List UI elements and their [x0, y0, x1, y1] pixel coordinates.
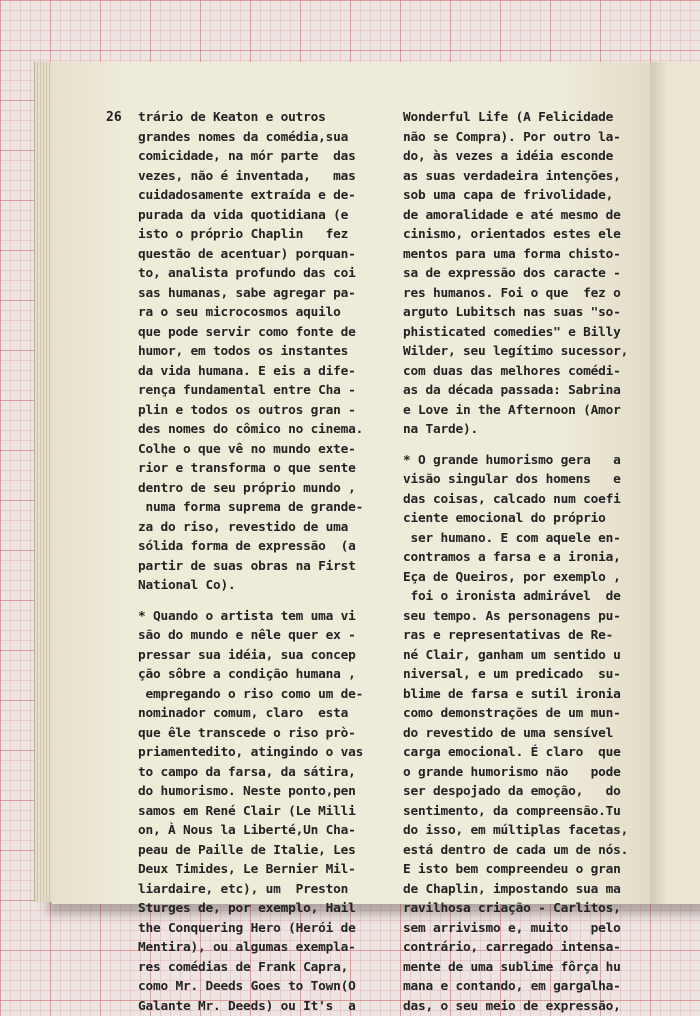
text-line: seu tempo. As personagens pu- [403, 607, 628, 627]
text-line: da vida humana. E eis a dife- [138, 362, 363, 382]
text-line: res comédias de Frank Capra, [138, 958, 363, 978]
text-line: comicidade, na mór parte das [138, 147, 363, 167]
left-text-column [138, 108, 363, 1016]
text-line: Colhe o que vê no mundo exte- [138, 440, 363, 460]
text-line: carga emocional. É claro que [403, 743, 628, 763]
text-line: contrário, carregado intensa- [403, 938, 628, 958]
page-number: 26 [106, 110, 122, 125]
text-line: ras e representativas de Re- [403, 626, 628, 646]
text-line: sa de expressão dos caracte - [403, 264, 628, 284]
right-text-column [403, 108, 628, 1016]
text-line: rença fundamental entre Cha - [138, 381, 363, 401]
text-line: né Clair, ganham um sentido u [403, 646, 628, 666]
text-line: contramos a farsa e a ironia, [403, 548, 628, 568]
text-line: Eça de Queiros, por exemplo , [403, 568, 628, 588]
text-line: peau de Paille de Italie, Les [138, 841, 363, 861]
text-line: Galante Mr. Deeds) ou It's a [138, 997, 363, 1016]
text-line: nominador comum, claro esta [138, 704, 363, 724]
text-line: está dentro de cada um de nós. [403, 841, 628, 861]
text-line: purada da vida quotidiana (e [138, 206, 363, 226]
text-line: cinismo, orientados estes ele [403, 225, 628, 245]
text-line: mente de uma sublime fôrça hu [403, 958, 628, 978]
text-line: phisticated comedies" e Billy [403, 323, 628, 343]
text-line: e Love in the Afternoon (Amor [403, 401, 628, 421]
text-line: mentos para uma forma chisto- [403, 245, 628, 265]
facing-page-edge [650, 62, 700, 904]
text-line: sob uma capa de frivolidade, [403, 186, 628, 206]
text-line: za do riso, revestido de uma [138, 518, 363, 538]
text-line: rior e transforma o que sente [138, 459, 363, 479]
text-line: on, À Nous la Liberté,Un Cha- [138, 821, 363, 841]
text-line: as da década passada: Sabrina [403, 381, 628, 401]
text-line: vezes, não é inventada, mas [138, 167, 363, 187]
text-line: ção sôbre a condição humana , [138, 665, 363, 685]
text-line: * Quando o artista tem uma vi [138, 607, 363, 627]
text-line: the Conquering Hero (Herói de [138, 919, 363, 939]
text-line: sas humanas, sabe agregar pa- [138, 284, 363, 304]
text-line: res humanos. Foi o que fez o [403, 284, 628, 304]
text-line: humor, em todos os instantes [138, 342, 363, 362]
text-line: do revestido de uma sensível [403, 724, 628, 744]
text-line: plin e todos os outros gran - [138, 401, 363, 421]
text-line: trário de Keaton e outros [138, 108, 363, 128]
text-line: ra o seu microcosmos aquilo [138, 303, 363, 323]
text-line: priamentedito, atingindo o vas [138, 743, 363, 763]
text-line: * O grande humorismo gera a [403, 451, 628, 471]
paragraph-gap [403, 440, 628, 451]
paragraph-gap [138, 596, 363, 607]
text-line: pressar sua idéia, sua concep [138, 646, 363, 666]
text-line: o grande humorismo não pode [403, 763, 628, 783]
text-line: como demonstrações de um mun- [403, 704, 628, 724]
text-line: National Co). [138, 576, 363, 596]
text-line: numa forma suprema de grande- [138, 498, 363, 518]
text-line: visão singular dos homens e [403, 470, 628, 490]
text-line: na Tarde). [403, 420, 628, 440]
text-line: que pode servir como fonte de [138, 323, 363, 343]
text-line: das, o seu meio de expressão, [403, 997, 628, 1016]
text-line: questão de acentuar) porquan- [138, 245, 363, 265]
text-line: são do mundo e nêle quer ex - [138, 626, 363, 646]
text-line: empregando o riso como um de- [138, 685, 363, 705]
text-line: dentro de seu próprio mundo , [138, 479, 363, 499]
text-line: des nomes do cômico no cinema. [138, 420, 363, 440]
text-line: foi o ironista admirável de [403, 587, 628, 607]
text-line: ser humano. E com aquele en- [403, 529, 628, 549]
text-line: to, analista profundo das coi [138, 264, 363, 284]
text-line: mana e contando, em gargalha- [403, 977, 628, 997]
text-line: não se Compra). Por outro la- [403, 128, 628, 148]
text-line: sentimento, da compreensão.Tu [403, 802, 628, 822]
text-line: samos em René Clair (Le Milli [138, 802, 363, 822]
text-line: que êle transcede o riso prò- [138, 724, 363, 744]
text-line: do, às vezes a idéia esconde [403, 147, 628, 167]
text-line: Wonderful Life (A Felicidade [403, 108, 628, 128]
text-line: do humorismo. Neste ponto,pen [138, 782, 363, 802]
page-stack-edge [34, 62, 53, 902]
text-line: do isso, em múltiplas facetas, [403, 821, 628, 841]
text-line: cuidadosamente extraída e de- [138, 186, 363, 206]
text-line: niversal, e um predicado su- [403, 665, 628, 685]
text-line: como Mr. Deeds Goes to Town(O [138, 977, 363, 997]
text-line: de amoralidade e até mesmo de [403, 206, 628, 226]
text-line: ciente emocional do próprio [403, 509, 628, 529]
text-line: das coisas, calcado num coefi [403, 490, 628, 510]
text-line: liardaire, etc), um Preston [138, 880, 363, 900]
text-line: de Chaplin, impostando sua ma [403, 880, 628, 900]
text-line: isto o próprio Chaplin fez [138, 225, 363, 245]
text-line: com duas das melhores comédi- [403, 362, 628, 382]
text-line: Mentira), ou algumas exempla- [138, 938, 363, 958]
text-line: grandes nomes da comédia,sua [138, 128, 363, 148]
text-line: sem arrivismo e, muito pelo [403, 919, 628, 939]
text-line: partir de suas obras na First [138, 557, 363, 577]
text-line: ravilhosa criação - Carlitos, [403, 899, 628, 919]
text-line: blime de farsa e sutil ironia [403, 685, 628, 705]
text-line: arguto Lubitsch nas suas "so- [403, 303, 628, 323]
text-line: to campo da farsa, da sátira, [138, 763, 363, 783]
text-line: as suas verdadeira intenções, [403, 167, 628, 187]
text-line: Wilder, seu legítimo sucessor, [403, 342, 628, 362]
text-line: Deux Timides, Le Bernier Mil- [138, 860, 363, 880]
text-line: E isto bem compreendeu o gran [403, 860, 628, 880]
text-line: Sturges de, por exemplo, Hail [138, 899, 363, 919]
text-line: ser despojado da emoção, do [403, 782, 628, 802]
text-line: sólida forma de expressão (a [138, 537, 363, 557]
